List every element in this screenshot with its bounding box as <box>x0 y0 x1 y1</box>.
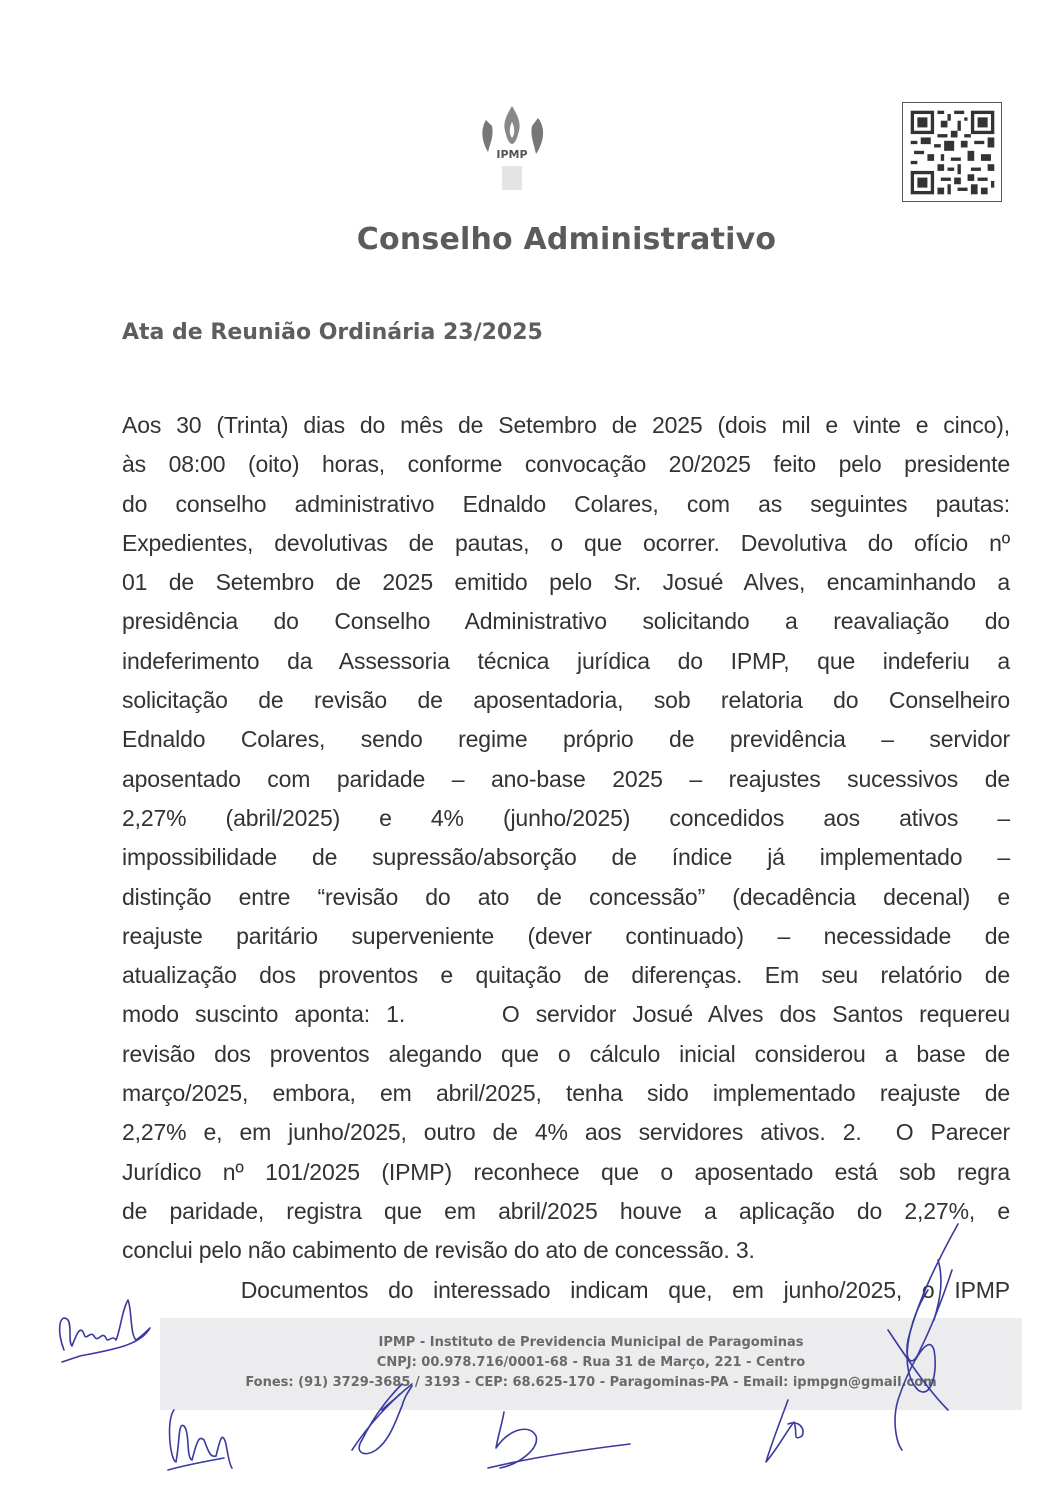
body-line: indeferimento da Assessoria técnica jurídica do IPMP, que indeferiu a <box>122 647 1010 674</box>
body-line: impossibilidade de supressão/absorção de índice já implementado – <box>122 844 1010 871</box>
body-line: Ednaldo Colares, sendo regime próprio de previdência – servidor <box>122 726 1010 753</box>
body-line: distinção entre “revisão do ato de concessão” (decadência decenal) e <box>122 883 1010 910</box>
body-line: reajuste paritário superveniente (dever continuado) – necessidade de <box>122 922 1010 949</box>
body-line: 2,27% e, em junho/2025, outro de 4% aos servidores ativos. 2. O Parecer <box>122 1119 1010 1146</box>
body-line: Jurídico nº 101/2025 (IPMP) reconhece que o aposentado está sob regra <box>122 1158 1010 1185</box>
body-line: Aos 30 (Trinta) dias do mês de Setembro de 2025 (dois mil e vinte e cinco), <box>122 412 1010 438</box>
body-line: Documentos do interessado indicam que, em junho/2025, o IPMP <box>122 1276 1010 1303</box>
footer-contact: Fones: (91) 3729-3685 / 3193 - CEP: 68.625-170 - Paragominas-PA - Email: ipmpgn@gmail.com <box>245 1375 937 1390</box>
body-line: 2,27% (abril/2025) e 4% (junho/2025) concedidos aos ativos – <box>122 804 1010 831</box>
document-subtitle: Ata de Reunião Ordinária 23/2025 <box>122 320 543 345</box>
minutes-body <box>122 406 1010 1310</box>
signature-3 <box>342 1380 442 1470</box>
body-line: presidência do Conselho Administrativo solicitando a reavaliação do <box>122 608 1010 635</box>
qr-code-pattern <box>904 104 1001 201</box>
body-line: do conselho administrativo Ednaldo Colares, com as seguintes pautas: <box>122 490 1010 517</box>
footer-institution: IPMP - Instituto de Previdencia Municipal de Paragominas <box>378 1335 804 1350</box>
qr-code-icon <box>902 102 1002 202</box>
body-line: de paridade, registra que em abril/2025 houve a aplicação do 2,27%, e <box>122 1197 1010 1224</box>
signature-2 <box>162 1400 242 1490</box>
body-line: Expedientes, devolutivas de pautas, o que ocorrer. Devolutiva do ofício nº <box>122 529 1010 556</box>
body-line: 01 de Setembro de 2025 emitido pelo Sr. Josué Alves, encaminhando a <box>122 569 1010 596</box>
body-line: aposentado com paridade – ano-base 2025 – reajustes sucessivos de <box>122 765 1010 792</box>
footer-address: CNPJ: 00.978.716/0001-68 - Rua 31 de Março, 221 - Centro <box>376 1355 806 1370</box>
signature-6 <box>868 1220 968 1460</box>
body-line: conclui pelo não cabimento de revisão do ato de concessão. 3. <box>122 1237 755 1264</box>
signature-1 <box>50 1290 160 1370</box>
body-line: modo suscinto aponta: 1. O servidor Josué Alves dos Santos requereu <box>122 1001 1010 1028</box>
ipmp-logo <box>476 100 548 210</box>
body-line: atualização dos proventos e quitação de diferenças. Em seu relatório de <box>122 962 1010 989</box>
body-line: às 08:00 (oito) horas, conforme convocação 20/2025 feito pelo presidente <box>122 451 1010 478</box>
signature-4 <box>470 1408 640 1478</box>
document-title: Conselho Administrativo <box>356 222 777 257</box>
body-line: revisão dos proventos alegando que o cálculo inicial considerou a base de <box>122 1040 1010 1067</box>
signature-5 <box>758 1392 818 1472</box>
logo-text: IPMP <box>496 148 528 161</box>
body-line: março/2025, embora, em abril/2025, tenha sido implementado reajuste de <box>122 1080 1010 1107</box>
body-line: solicitação de revisão de aposentadoria, sob relatoria do Conselheiro <box>122 687 1010 714</box>
